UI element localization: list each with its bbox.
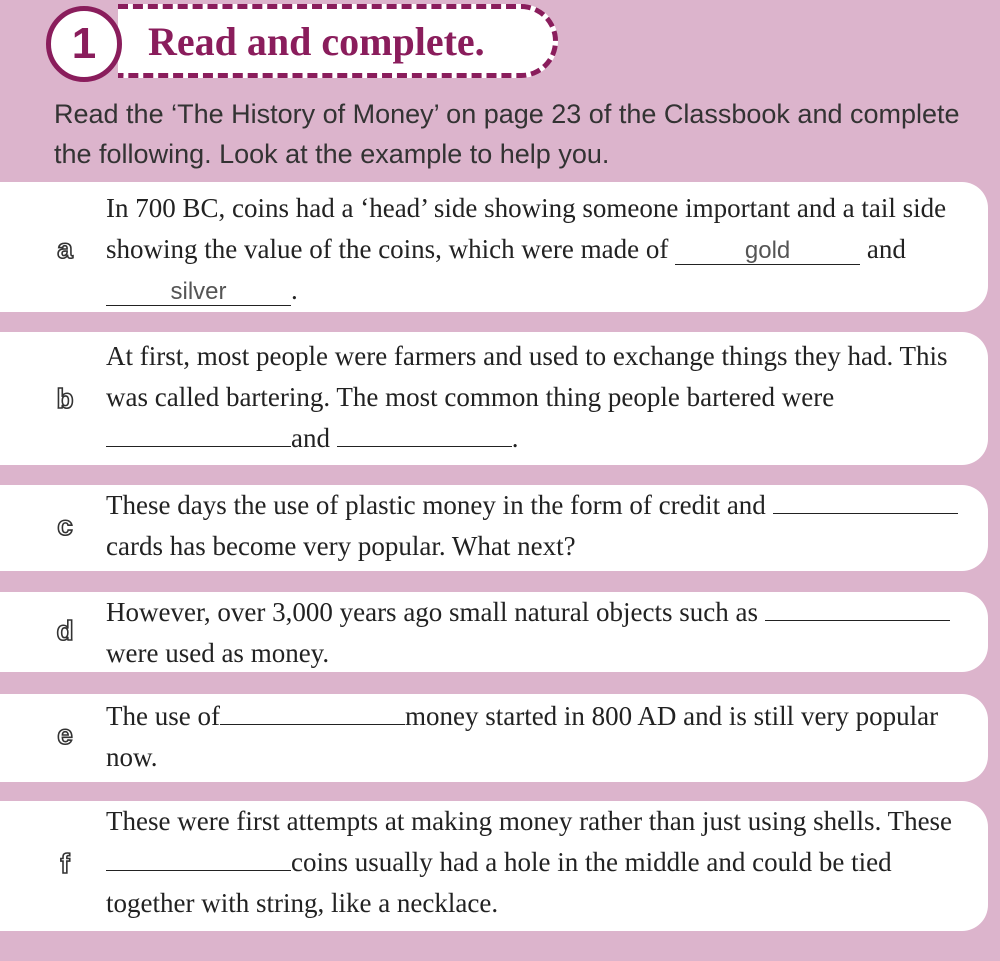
answer-blank-c1[interactable]	[773, 487, 958, 514]
question-a-part3: .	[291, 275, 298, 305]
question-c-part2: cards has become very popular. What next?	[106, 531, 576, 561]
question-e-part1: The use of	[106, 701, 220, 731]
question-text-a	[106, 188, 976, 311]
question-f-part2: coins usually had a hole in the middle and could be tied together with string, like a necklace.	[106, 847, 892, 918]
question-text-f	[106, 801, 976, 924]
answer-blank-a1[interactable]: gold	[675, 238, 860, 265]
letter-c-label: c	[57, 510, 73, 541]
question-text-b	[106, 336, 976, 459]
question-card-e	[0, 694, 988, 782]
question-card-c	[0, 485, 988, 571]
question-card-d	[0, 592, 988, 672]
answer-blank-b2[interactable]	[337, 420, 512, 447]
answer-blank-b1[interactable]	[106, 420, 291, 447]
letter-a-label: a	[57, 233, 73, 264]
answer-blank-f1[interactable]	[106, 844, 291, 871]
question-e-part2: money started in 800 AD and is still very popular now.	[106, 701, 939, 772]
letter-d-label: d	[56, 615, 74, 646]
question-card-b	[0, 332, 988, 465]
question-text-d	[106, 592, 976, 674]
question-b-part1: At first, most people were farmers and used to exchange things they had. This was called bartering. The most common thing people bartered were	[106, 341, 948, 412]
question-a-part1: In 700 BC, coins had a ‘head’ side showing someone important and a tail side showing the value of the coins, which were made of	[106, 193, 947, 264]
letter-b-label: b	[56, 383, 74, 414]
letter-e-label: e	[57, 719, 73, 750]
question-d-part2: were used as money.	[106, 638, 330, 668]
question-c-part1: These days the use of plastic money in the form of credit and	[106, 490, 773, 520]
question-b-part2: and	[291, 423, 337, 453]
answer-blank-a2[interactable]: silver	[106, 279, 291, 306]
answer-blank-d1[interactable]	[765, 594, 950, 621]
question-d-part1: However, over 3,000 years ago small natural objects such as	[106, 597, 765, 627]
question-f-part1: These were first attempts at making money rather than just using shells. These	[106, 806, 953, 836]
instructions-text: Read the ‘The History of Money’ on page 23 of the Classbook and complete the following. Look at the example to help you.	[54, 99, 960, 169]
question-card-a	[0, 182, 988, 312]
exercise-header	[0, 0, 1000, 90]
question-card-f	[0, 801, 988, 931]
letter-f-label: f	[60, 848, 70, 879]
exercise-number-badge: 1	[46, 6, 122, 82]
exercise-title: Read and complete.	[148, 19, 485, 64]
answer-blank-e1[interactable]	[220, 698, 405, 725]
question-a-part2: and	[860, 234, 906, 264]
question-b-part3: .	[511, 423, 519, 453]
question-text-c	[106, 485, 976, 567]
question-text-e	[106, 696, 976, 778]
